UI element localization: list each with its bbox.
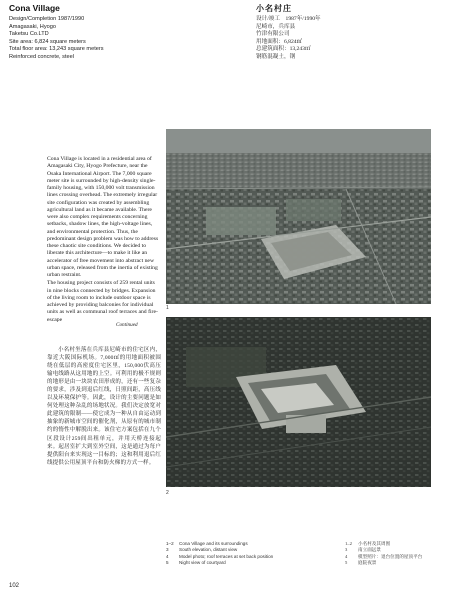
cn-caption-number: 1–2 <box>345 541 352 546</box>
cn-caption-text: 庭院夜景 <box>358 559 377 565</box>
cn-meta-design-completion: 设计/竣工 1987年/1990年 <box>256 16 321 22</box>
cn-caption-row <box>345 560 422 566</box>
cn-meta-floor-area: 总建筑面积：13,243㎡ <box>256 46 311 53</box>
cn-caption-text: 小名村及其周围 <box>358 541 391 546</box>
english-title: Cona Village <box>9 3 60 13</box>
english-captions <box>166 541 273 566</box>
page-number: 102 <box>9 583 20 589</box>
chinese-project-metadata <box>256 16 321 62</box>
aerial-photo-dusk <box>166 317 431 487</box>
chinese-body-text <box>47 346 161 467</box>
aerial-day-image <box>166 129 431 304</box>
caption-row <box>166 560 273 566</box>
aerial-dusk-image <box>166 317 431 487</box>
caption-text: Cona Village and its surroundings <box>179 541 248 546</box>
caption-text: Night view of courtyard <box>179 559 226 565</box>
english-body-text <box>47 156 159 324</box>
chinese-paragraph: 小名村坐落在兵库县尼崎市的住宅区内，靠近大阪国际机场。7,000㎡的用地面积被围绕在低层的高密度住宅区里，150,000伏高压输电线路从这用地的上空。可利用的极不规则的地形是由一块块农田形成的，还有一些复杂的要求，涉及到退后红线，日照间距，高压线以及环境保护等。因此，设计的主要问题是如何处理这种杂乱的场地状况。我们决定放宽对此建筑的限制——使它成为一种从自由运动到抽象的新城市空间的催化剂，从原有的城市制约的惰性中解脱出来。该住宅方案包括在九个区段设计259间出租单元，并用天桥连接起来。起居室扩大到室外空间，这是通过为每户提供阳台来实现这一目标的；这和利用退后红线提供公用屋顶平台和防火梯的方式一样。 <box>47 347 161 466</box>
cn-caption-text: 南立面远景 <box>358 547 381 553</box>
cn-caption-number: 5 <box>345 559 348 565</box>
cn-meta-site-area: 用地面积：6,824㎡ <box>256 38 303 45</box>
meta-site-area: Site area: 6,824 square meters <box>9 38 86 45</box>
continued-label: Continued <box>116 322 138 328</box>
english-paragraph-2: The housing project consists of 259 rental units in nine blocks connected by bridges. Expansion of the living room to include outdoor space is achieved by providing balconies for individual units as well as communal roof terraces and fire-escape <box>47 280 158 323</box>
cn-caption-number: 4 <box>345 553 348 559</box>
aerial-photo-day <box>166 129 431 304</box>
photo-1-number: 1 <box>166 305 169 311</box>
cn-caption-number: 3 <box>345 547 348 553</box>
english-project-metadata <box>9 16 104 62</box>
meta-floor-area: Total floor area: 13,243 square meters <box>9 46 104 53</box>
cn-meta-location: 尼崎市，兵库县 <box>256 23 296 30</box>
caption-text: South elevation, distant view <box>179 547 238 553</box>
photo-2-number: 2 <box>166 490 169 496</box>
chinese-title: 小名村庄 <box>256 4 292 13</box>
meta-location: Amagasaki, Hyogo <box>9 23 56 30</box>
caption-number: 4 <box>166 553 169 559</box>
cn-caption-text: 模型照片：退台位置的屋顶平台 <box>358 553 423 559</box>
caption-text: Model photo; roof terraces at set back position <box>179 553 274 559</box>
english-paragraph-1: Cona Village is located in a residential area of Amagasaki City, Hyogo Prefecture, near the Osaka International Airport. The 7,000 square meter site is surrounded by high-density single-family housing, with 150,000 volt transmission lines crossing overhead. The extremely irregular site configuration was created by assembling agricultural land as it became available. There were also complex requirements concerning setbacks, shadow lines, the high-voltage lines, and environmental protection. Thus, the predominant design problem was how to address these chaotic site conditions. We decided to liberate this architecture—to make it like an accelerator of free movement into abstract new urban space, released from the inertia of existing urban restraint. <box>47 156 159 278</box>
caption-number: 1–2 <box>166 541 174 546</box>
caption-number: 3 <box>166 547 169 553</box>
caption-number: 5 <box>166 559 169 565</box>
chinese-captions <box>345 541 422 566</box>
meta-design-completion: Design/Completion 1987/1990 <box>9 16 85 22</box>
cn-meta-client: 竹津有限公司 <box>256 31 290 38</box>
meta-client: Taketsu Co.LTD <box>9 31 49 38</box>
meta-structure: Reinforced concrete, steel <box>9 53 74 60</box>
cn-meta-structure: 钢筋混凝土，钢 <box>256 53 296 60</box>
